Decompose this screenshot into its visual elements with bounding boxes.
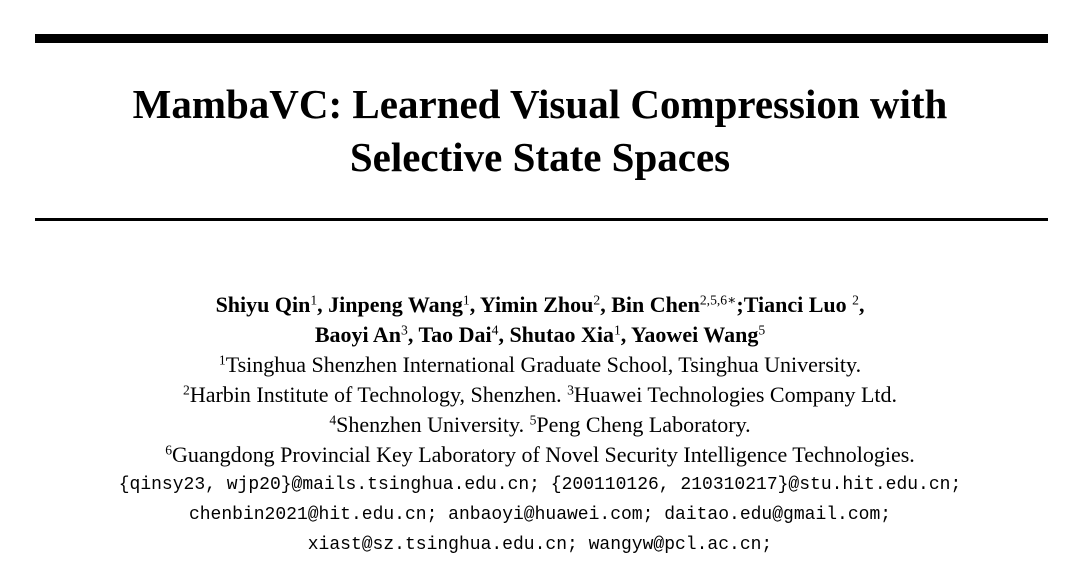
affiliation-mark: 1 (218, 352, 226, 368)
affiliation-text: Huawei Technologies Company Ltd. (573, 382, 897, 407)
author-line-2 (0, 320, 1080, 350)
author-name: Yimin Zhou (479, 292, 594, 317)
affiliation-line-1 (0, 350, 1080, 380)
author-affiliation-mark: 1 (310, 292, 318, 308)
email-line-1: {qinsy23, wjp20}@mails.tsinghua.edu.cn; {200110126, 210310217}@stu.hit.edu.cn; (118, 475, 962, 495)
affiliation-list (0, 350, 1080, 470)
paper-title (0, 78, 1080, 184)
email-line-2: chenbin2021@hit.edu.cn; anbaoyi@huawei.com; daitao.edu@gmail.com; (188, 505, 892, 525)
affiliation-mark: 2 (183, 382, 190, 398)
title-top-rule (35, 34, 1048, 43)
author-list (0, 290, 1080, 350)
author-affiliation-mark: 3 (401, 322, 408, 338)
author-name: Shiyu Qin (215, 292, 311, 317)
author-separator: , (620, 322, 631, 347)
author-separator: , (600, 292, 612, 317)
author-name: Tianci Luo (743, 292, 853, 317)
author-name: Tao Dai (418, 322, 492, 347)
author-name: Baoyi An (314, 322, 402, 347)
author-separator: , (498, 322, 510, 347)
author-separator: , (407, 322, 419, 347)
author-line-1 (0, 290, 1080, 320)
author-name: Shutao Xia (509, 322, 614, 347)
affiliation-text: Shenzhen University. (336, 412, 530, 437)
author-name: Jinpeng Wang (328, 292, 463, 317)
affiliation-mark: 3 (567, 382, 574, 398)
author-name: Bin Chen (611, 292, 700, 317)
title-bottom-rule (35, 218, 1048, 221)
author-separator: , (469, 292, 480, 317)
author-affiliation-mark: 1 (462, 292, 470, 308)
affiliation-line-3 (0, 410, 1080, 440)
corresponding-author-mark: ∗ (727, 292, 737, 308)
author-affiliation-mark: 5 (758, 322, 766, 338)
author-affiliation-mark: 4 (491, 322, 499, 338)
author-separator: , (858, 292, 865, 317)
affiliation-mark: 5 (529, 412, 537, 428)
affiliation-text: Peng Cheng Laboratory. (536, 412, 751, 437)
affiliation-mark: 4 (329, 412, 337, 428)
author-affiliation-mark: 2 (593, 292, 601, 308)
email-line-3: xiast@sz.tsinghua.edu.cn; wangyw@pcl.ac.cn; (307, 535, 773, 555)
affiliation-text: Guangdong Provincial Key Laboratory of Novel Security Intelligence Technologies. (172, 442, 915, 467)
affiliation-text: Tsinghua Shenzhen International Graduate School, Tsinghua University. (225, 352, 862, 377)
email-list (0, 470, 1080, 560)
author-separator: ; (736, 292, 744, 317)
author-name: Yaowei Wang (630, 322, 759, 347)
affiliation-line-4 (0, 440, 1080, 470)
author-affiliation-numbers: 2,5,6 (699, 292, 728, 308)
affiliation-text: Harbin Institute of Technology, Shenzhen. (189, 382, 568, 407)
paper-title-line-1: MambaVC: Learned Visual Compression with (132, 81, 948, 127)
author-affiliation-mark: 2 (852, 292, 859, 308)
author-affiliation-mark (700, 293, 737, 308)
affiliation-line-2 (0, 380, 1080, 410)
paper-title-line-2: Selective State Spaces (349, 134, 731, 180)
author-separator: , (317, 292, 329, 317)
author-affiliation-mark: 1 (613, 322, 621, 338)
affiliation-mark: 6 (165, 442, 172, 458)
